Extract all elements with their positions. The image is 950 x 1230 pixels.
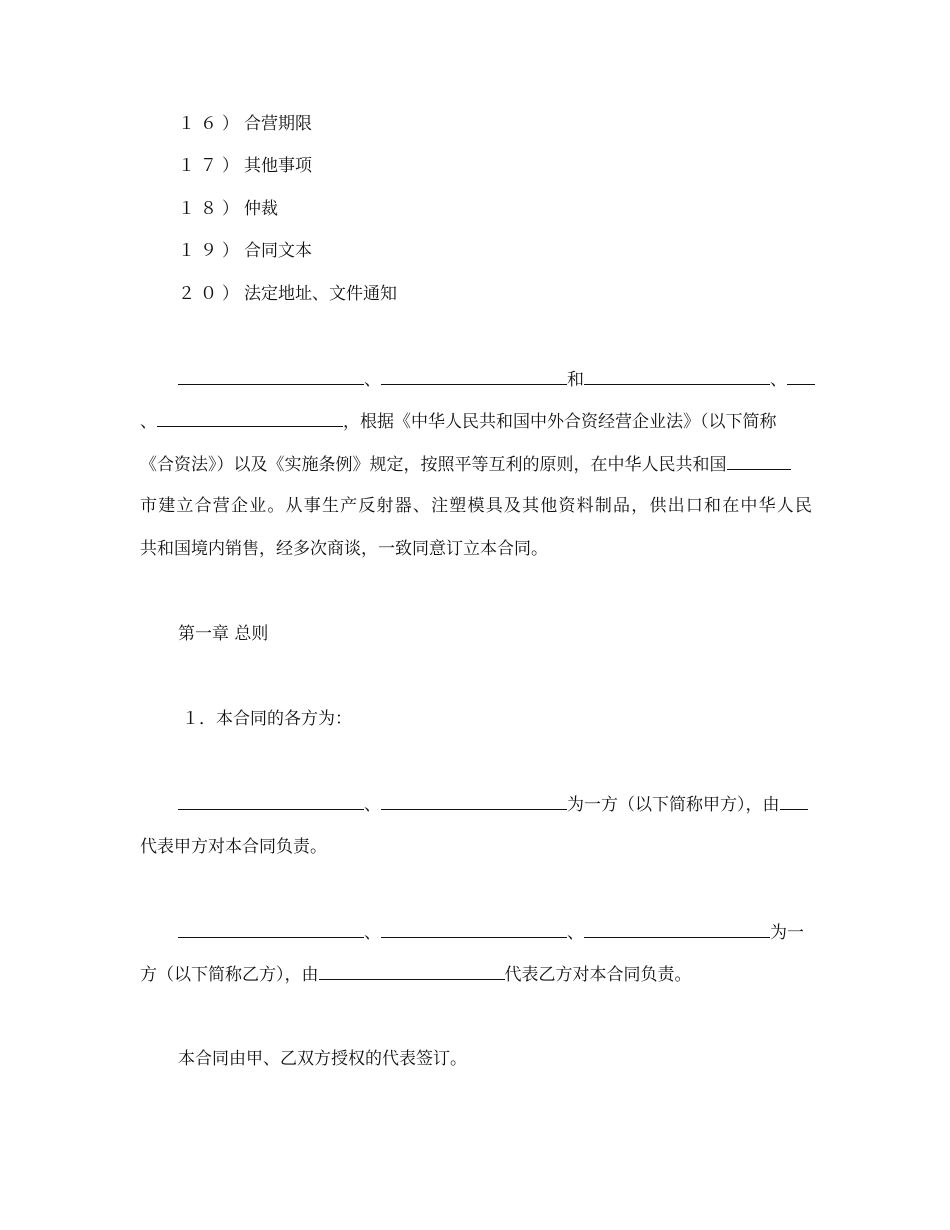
article-title: 本合同的各方为： <box>216 709 352 729</box>
signing-statement: 本合同由甲、乙双方授权的代表签订。 <box>178 1049 467 1069</box>
conjunction: 和 <box>567 370 584 390</box>
toc-item <box>178 282 397 306</box>
toc-item-label: 合营期限 <box>244 114 312 134</box>
toc-item <box>178 239 312 263</box>
toc-item-number: １９） <box>178 241 244 261</box>
blank-field <box>319 962 505 980</box>
article-number: １． <box>182 709 216 729</box>
party-b-text: 方（以下简称乙方），由 <box>140 965 319 985</box>
article-heading <box>182 707 352 731</box>
preamble-line-2 <box>140 409 812 433</box>
separator: 、 <box>364 370 381 390</box>
party-a-line-2: 代表甲方对本合同负责。 <box>140 837 327 857</box>
toc-item-label: 合同文本 <box>244 241 312 261</box>
toc-item <box>178 112 312 136</box>
toc-item-number: ２０） <box>178 284 244 304</box>
party-a-text: 为一方（以下简称甲方），由 <box>567 795 780 815</box>
toc-item-number: １８） <box>178 199 244 219</box>
blank-field <box>780 792 808 810</box>
separator: 、 <box>364 795 381 815</box>
party-b-tail: 为一 <box>770 923 804 943</box>
preamble-line-1 <box>178 367 812 391</box>
blank-field <box>584 920 770 938</box>
chapter-title: 第一章 总则 <box>178 624 269 644</box>
toc-item-label: 法定地址、文件通知 <box>244 284 397 304</box>
party-b-line-1 <box>178 920 812 944</box>
blank-field <box>381 367 567 385</box>
blank-field <box>157 409 343 427</box>
separator: 、 <box>140 412 157 432</box>
blank-field <box>178 367 364 385</box>
toc-item <box>178 154 312 178</box>
preamble-line-5: 共和国境内销售，经多次商谈，一致同意订立本合同。 <box>140 539 548 559</box>
blank-field <box>178 920 364 938</box>
toc-item <box>178 197 278 221</box>
blank-field <box>727 452 791 470</box>
party-a-line-1 <box>178 792 812 816</box>
blank-field <box>381 920 567 938</box>
blank-field <box>381 792 567 810</box>
party-b-line-2 <box>140 962 812 986</box>
preamble-line-3 <box>140 452 812 476</box>
toc-item-number: １７） <box>178 156 244 176</box>
toc-item-label: 仲裁 <box>244 199 278 219</box>
separator: 、 <box>770 370 787 390</box>
toc-item-label: 其他事项 <box>244 156 312 176</box>
separator: 、 <box>364 923 381 943</box>
blank-field <box>584 367 770 385</box>
preamble-text: ，根据《中华人民共和国中外合资经营企业法》（以下简称 <box>343 412 777 432</box>
preamble-text: 《合资法》）以及《实施条例》规定，按照平等互利的原则，在中华人民共和国 <box>140 455 727 475</box>
party-b-text: 代表乙方对本合同负责。 <box>504 965 692 985</box>
blank-field <box>178 792 364 810</box>
toc-item-number: １６） <box>178 114 244 134</box>
preamble-line-4: 市建立合营企业。从事生产反射器、注塑模具及其他资料制品，供出口和在中华人民 <box>140 496 812 516</box>
blank-field <box>787 367 815 385</box>
separator: 、 <box>567 923 584 943</box>
